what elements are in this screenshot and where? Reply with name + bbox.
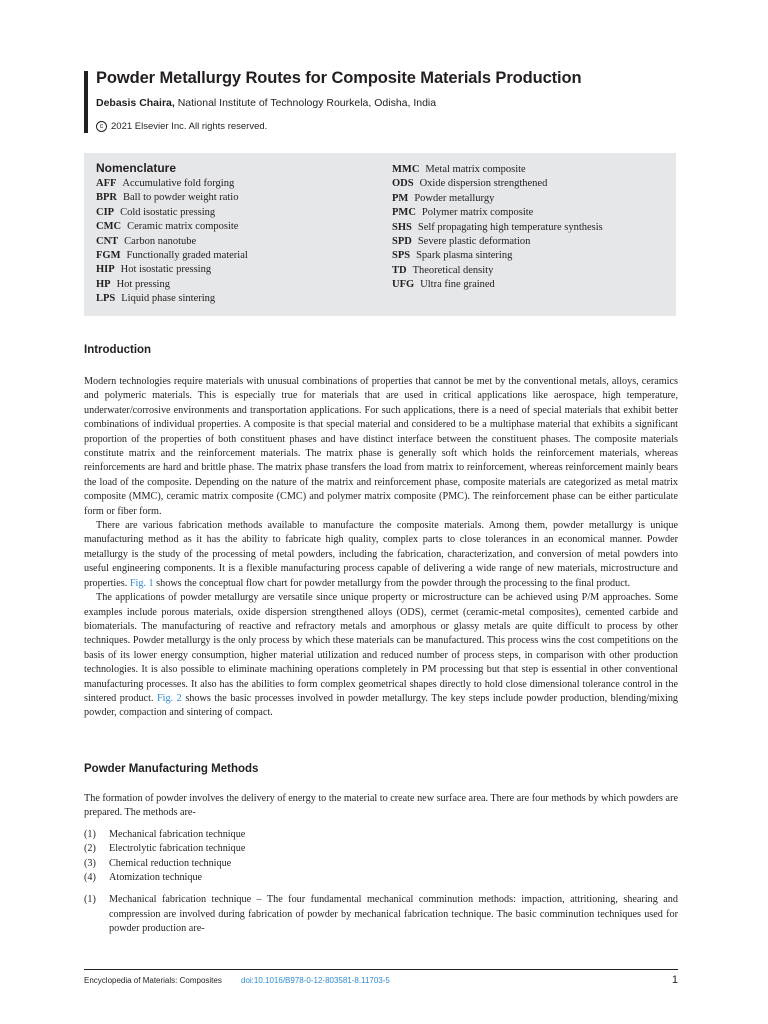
footer-rule	[84, 969, 678, 970]
nomenclature-entry	[392, 221, 603, 235]
nomenclature-entry	[392, 249, 603, 263]
section-title-introduction: Introduction	[84, 344, 152, 356]
copyright-icon: c	[96, 121, 107, 132]
nomenclature-entry	[96, 292, 248, 306]
nomenclature-entry	[392, 206, 603, 220]
nomenclature-entry	[96, 191, 248, 205]
nomenclature-definition: Ball to powder weight ratio	[123, 192, 239, 204]
nomenclature-abbreviation: SPD	[392, 236, 412, 248]
nomenclature-abbreviation: ODS	[392, 178, 414, 190]
header-rule	[84, 71, 88, 133]
nomenclature-entry	[392, 235, 603, 249]
nomenclature-left-column	[96, 177, 248, 307]
nomenclature-abbreviation: MMC	[392, 164, 420, 175]
nomenclature-definition: Accumulative fold forging	[122, 178, 235, 189]
nomenclature-abbreviation: HIP	[96, 264, 115, 276]
nomenclature-abbreviation: TD	[392, 264, 407, 276]
paragraph-text: The applications of powder metallurgy are versatile since unique property or microstructure can be achieved using P/M approaches. Some examples include porous materials, oxide dispersion strengthened alloys (ODS), cermet (ceramic-metal composites), cemented carbide and biomaterials. The manufacturing of reactive and refractory metals and amorphous or glassy metals are quite difficult to process by other techniques. Powder metallurgy is the only process by which these materials can be manufactured. This process wins the cost competitions on the basis of its lower energy consumption, higher material utilization and reduced number of process steps, in comparison with other production technologies. It is also possible to eliminate machining operations completely in PM processing but that step is essential in other conventional manufacturing processes. It also has the abilities to form complex geometrical shapes directly to hold close dimensional tolerance control in the sintered product.	[84, 592, 678, 704]
nomenclature-abbreviation: CMC	[96, 221, 122, 233]
powder-methods-body	[84, 792, 678, 937]
nomenclature-entry	[392, 264, 603, 278]
nomenclature-right-column	[392, 163, 603, 293]
nomenclature-abbreviation: FGM	[96, 250, 121, 262]
nomenclature-definition: Liquid phase sintering	[121, 293, 216, 305]
list-text: Electrolytic fabrication technique	[109, 843, 246, 855]
nomenclature-abbreviation: UFG	[392, 279, 415, 291]
list-text: Chemical reduction technique	[109, 857, 232, 869]
nomenclature-definition: Polymer matrix composite	[421, 207, 534, 219]
figure-link[interactable]: Fig. 2	[157, 692, 182, 704]
nomenclature-abbreviation: BPR	[96, 192, 117, 204]
nomenclature-entry	[392, 192, 603, 206]
nomenclature-entry	[96, 206, 248, 220]
nomenclature-definition: Carbon nanotube	[124, 235, 197, 247]
nomenclature-definition: Spark plasma sintering	[416, 250, 513, 262]
list-text: Mechanical fabrication technique – The four fundamental mechanical comminution methods: impaction, attritioning, shearing and compression are involved during fabrication of powder by mechanical fabrication technique. The basic comminution techniques used for powder production are-	[109, 894, 678, 935]
affiliation: National Institute of Technology Rourkela, Odisha, India	[177, 97, 437, 109]
list-number: (3)	[84, 857, 96, 869]
list-item	[84, 842, 678, 856]
article-title: Powder Metallurgy Routes for Composite Materials Production	[96, 69, 582, 87]
list-number: (1)	[84, 894, 96, 906]
powder-methods-heading-wrap	[84, 763, 678, 775]
list-item	[84, 857, 678, 871]
nomenclature-abbreviation: AFF	[96, 178, 117, 189]
page-number: 1	[671, 974, 678, 986]
introduction-body	[84, 375, 678, 721]
list-number: (2)	[84, 843, 96, 855]
nomenclature-definition: Powder metallurgy	[414, 192, 495, 204]
nomenclature-definition: Hot isostatic pressing	[120, 264, 212, 276]
nomenclature-entry	[96, 278, 248, 292]
nomenclature-entry	[392, 177, 603, 191]
author-name: Debasis Chaira,	[96, 97, 175, 109]
figure-link[interactable]: Fig. 1	[129, 577, 154, 589]
paragraph	[84, 519, 678, 591]
nomenclature-definition: Theoretical density	[412, 264, 494, 276]
list-item	[84, 893, 678, 936]
methods-detail-list	[84, 893, 678, 936]
paragraph-text: shows the basic processes involved in powder metallurgy. The key steps include powder production, blending/mixing powder, compaction and sintering of compact.	[84, 692, 679, 719]
copyright-line	[96, 121, 267, 132]
nomenclature-definition: Oxide dispersion strengthened	[419, 178, 548, 190]
paragraph-text: There are various fabrication methods available to manufacture the composite materials. Among them, powder metallurgy is unique manufacturing method as it has the ability to fabricate high quality, complex parts to close tolerances in an economical manner. Powder metallurgy is the study of the processing of metal powders, including the fabrication, characterization, and conversion of metal powders into useful engineering components. It is a flexible manufacturing process capable of delivering a wide range of new materials, microstructure and properties.	[84, 520, 678, 589]
list-text: Mechanical fabrication technique	[109, 828, 246, 840]
list-text: Atomization technique	[109, 872, 203, 884]
paragraph: The formation of powder involves the delivery of energy to the material to create new surface area. There are four methods by which powders are prepared. The methods are-	[84, 793, 678, 819]
paragraph-text: shows the conceptual flow chart for powder metallurgy from the powder through the processing to the final product.	[153, 577, 631, 589]
nomenclature-abbreviation: PM	[392, 192, 409, 204]
nomenclature-abbreviation: HP	[96, 278, 111, 290]
list-item	[84, 871, 678, 885]
nomenclature-entry	[96, 220, 248, 234]
nomenclature-definition: Cold isostatic pressing	[120, 206, 216, 218]
paragraph: Modern technologies require materials with unusual combinations of properties that cannot be met by the conventional metals, alloys, ceramics and polymeric materials. This is especially true for materials that are used in critical applications like aerospace, high temperature, underwater/corrosive environments and transportation applications. For such applications, there is a need of special materials that exhibit better combinations of individual properties. A composite is that special material and considered to be a multiphase material that exhibits a significant proportion of the properties of both constituent phases and have distinct interface between the constituent phases. The composite materials constitute matrix and the reinforcement materials. The matrix phase is generally soft which holds the reinforcement materials, whereas reinforcements are hard and brittle phase. The matrix phase transfers the load from matrix to reinforcement, whereas reinforcement mainly bears the load of the composite. Depending on the nature of the matrix and reinforcement phase, composite materials are categorized as metal matrix composite (MMC), ceramic matrix composite (CMC) and polymer matrix composite (PMC). The reinforcement phase can be either particulate form or fiber form.	[84, 376, 678, 517]
nomenclature-definition: Metal matrix composite	[425, 164, 526, 175]
nomenclature-definition: Severe plastic deformation	[417, 236, 531, 248]
nomenclature-title: Nomenclature	[96, 161, 177, 175]
author-line	[96, 97, 436, 109]
paragraph	[84, 591, 678, 721]
nomenclature-entry	[392, 163, 603, 177]
nomenclature-abbreviation: CNT	[96, 235, 119, 247]
nomenclature-abbreviation: CIP	[96, 206, 115, 218]
nomenclature-entry	[392, 278, 603, 292]
methods-list	[84, 828, 678, 886]
nomenclature-abbreviation: LPS	[96, 293, 116, 305]
list-item	[84, 828, 678, 842]
nomenclature-entry	[96, 177, 248, 191]
list-number: (4)	[84, 872, 96, 884]
nomenclature-definition: Functionally graded material	[126, 250, 248, 262]
nomenclature-entry	[96, 235, 248, 249]
nomenclature-box	[84, 153, 676, 316]
nomenclature-definition: Hot pressing	[116, 278, 170, 290]
section-title-powder-methods: Powder Manufacturing Methods	[84, 763, 259, 775]
doi-link[interactable]: doi:10.1016/B978-0-12-803581-8.11703-5	[241, 976, 390, 985]
nomenclature-abbreviation: SPS	[392, 250, 411, 262]
list-number: (1)	[84, 828, 96, 840]
copyright-text: 2021 Elsevier Inc. All rights reserved.	[111, 121, 268, 132]
journal-name: Encyclopedia of Materials: Composites	[84, 976, 222, 985]
introduction-heading-wrap	[84, 344, 678, 356]
nomenclature-entry	[96, 263, 248, 277]
nomenclature-definition: Self propagating high temperature synthesis	[417, 221, 603, 233]
nomenclature-abbreviation: PMC	[392, 207, 416, 219]
nomenclature-definition: Ultra fine grained	[420, 279, 495, 291]
nomenclature-definition: Ceramic matrix composite	[127, 221, 239, 233]
nomenclature-entry	[96, 249, 248, 263]
nomenclature-abbreviation: SHS	[392, 221, 412, 233]
